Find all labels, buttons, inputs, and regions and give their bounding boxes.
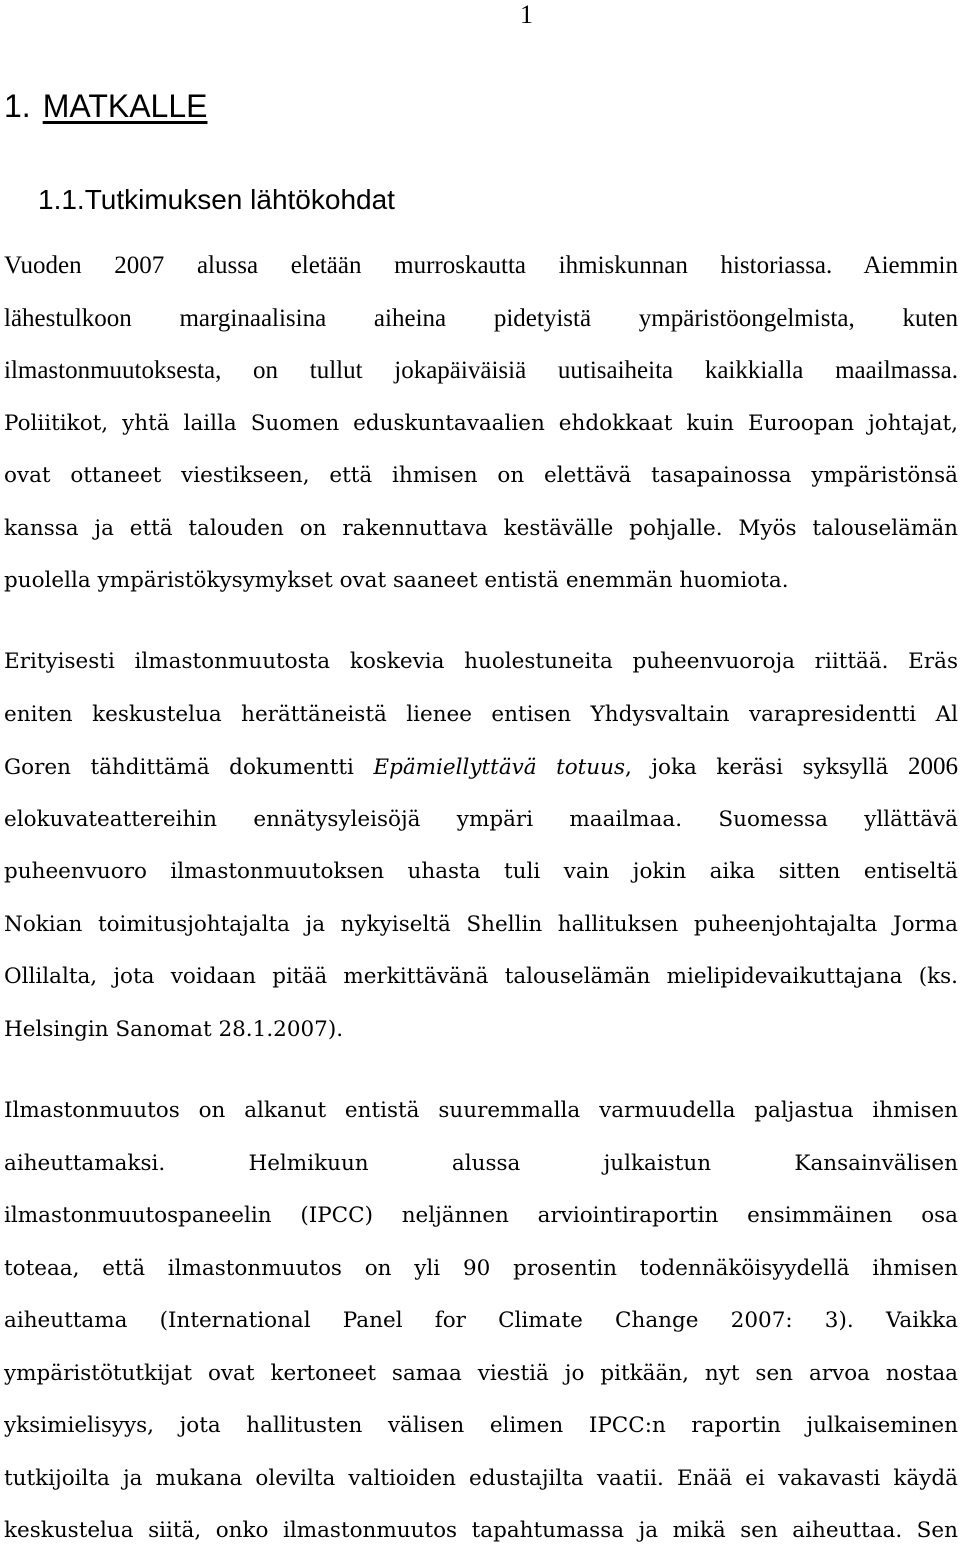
paragraph-ipcc [4,1085,958,1558]
text-line: Ollilalta, jota voidaan pitää merkittävänä talouselämän mielipidevaikuttajana (ks. [4,964,958,989]
text-line: tutkijoilta ja mukana olevilta valtioiden edustajilta vaatii. Enää ei vakavasti käydä [4,1465,958,1491]
text-line: puolella ympäristökysymykset ovat saaneet entistä enemmän huomiota. [4,568,789,593]
year: 2006 [908,753,958,780]
text-line: aiheuttamaksi. Helmikuun alussa julkaistun Kansainvälisen [4,1150,958,1176]
text-line: ilmastonmuutospaneelin (IPCC) neljännen arviointiraportin ensimmäinen osa [4,1203,958,1228]
text-line: ilmastonmuutoksesta, on tullut jokapäiväisiä uutisaiheita kaikkialla maailmassa. [4,357,958,384]
text-fragment: Goren tähdittämä dokumentti [4,755,354,780]
text-line: Ilmastonmuutos on alkanut entistä suuremmalla varmuudella paljastua ihmisen [4,1098,958,1123]
film-title: Epämiellyttävä totuus [373,755,626,780]
paragraph-intro [4,240,958,608]
section-title: Tutkimuksen lähtökohdat [84,184,395,215]
chapter-title: MATKALLE [42,88,208,124]
text-line: eniten keskustelua herättäneistä lienee entisen Yhdysvaltain varapresidentti Al [4,701,958,727]
text-line: aiheuttama (International Panel for Climate Change 2007: 3). Vaikka [4,1308,958,1333]
text-fragment: , joka keräsi syksyllä [625,755,889,780]
text-line: Helsingin Sanomat 28.1.2007). [4,1016,344,1042]
page-number: 1 [520,0,533,29]
paragraph-climate-discussion [4,636,958,1056]
text-line: kanssa ja että talouden on rakennuttava kestävälle pohjalle. Myös talouselämän [4,515,958,541]
text-line: yksimielisyys, jota hallitusten välisen elimen IPCC:n raportin julkaiseminen [4,1413,958,1438]
text-line: elokuvateattereihin ennätysyleisöjä ympäri maailmaa. Suomessa yllättävä [4,806,958,832]
text-line: Vuoden 2007 alussa eletään murroskautta ihmiskunnan historiassa. Aiemmin [4,252,958,279]
text-line: lähestulkoon marginaalisina aiheina pidetyistä ympäristöongelmista, kuten [4,304,958,332]
text-line: Poliitikot, yhtä lailla Suomen eduskuntavaalien ehdokkaat kuin Euroopan johtajat, [4,410,958,436]
section-number: 1.1. [38,184,85,215]
text-line: ovat ottaneet viestikseen, että ihmisen on elettävä tasapainossa ympäristönsä [4,463,958,488]
section-heading [38,182,395,218]
text-line: Erityisesti ilmastonmuutosta koskevia huolestuneita puheenvuoroja riittää. Eräs [4,649,958,674]
text-line [4,741,958,794]
chapter-heading [4,86,207,126]
text-line: keskustelua siitä, onko ilmastonmuutos tapahtumassa ja mikä sen aiheuttaa. Sen [4,1518,958,1543]
text-line: ympäristötutkijat ovat kertoneet samaa viestiä jo pitkään, nyt sen arvoa nostaa [4,1360,958,1386]
text-line: toteaa, että ilmastonmuutos on yli 90 prosentin todennäköisyydellä ihmisen [4,1255,958,1281]
text-line: puheenvuoro ilmastonmuutoksen uhasta tuli vain jokin aika sitten entiseltä [4,859,958,884]
chapter-number: 1. [4,88,31,124]
text-line: Nokian toimitusjohtajalta ja nykyiseltä Shellin hallituksen puheenjohtajalta Jorma [4,911,958,937]
